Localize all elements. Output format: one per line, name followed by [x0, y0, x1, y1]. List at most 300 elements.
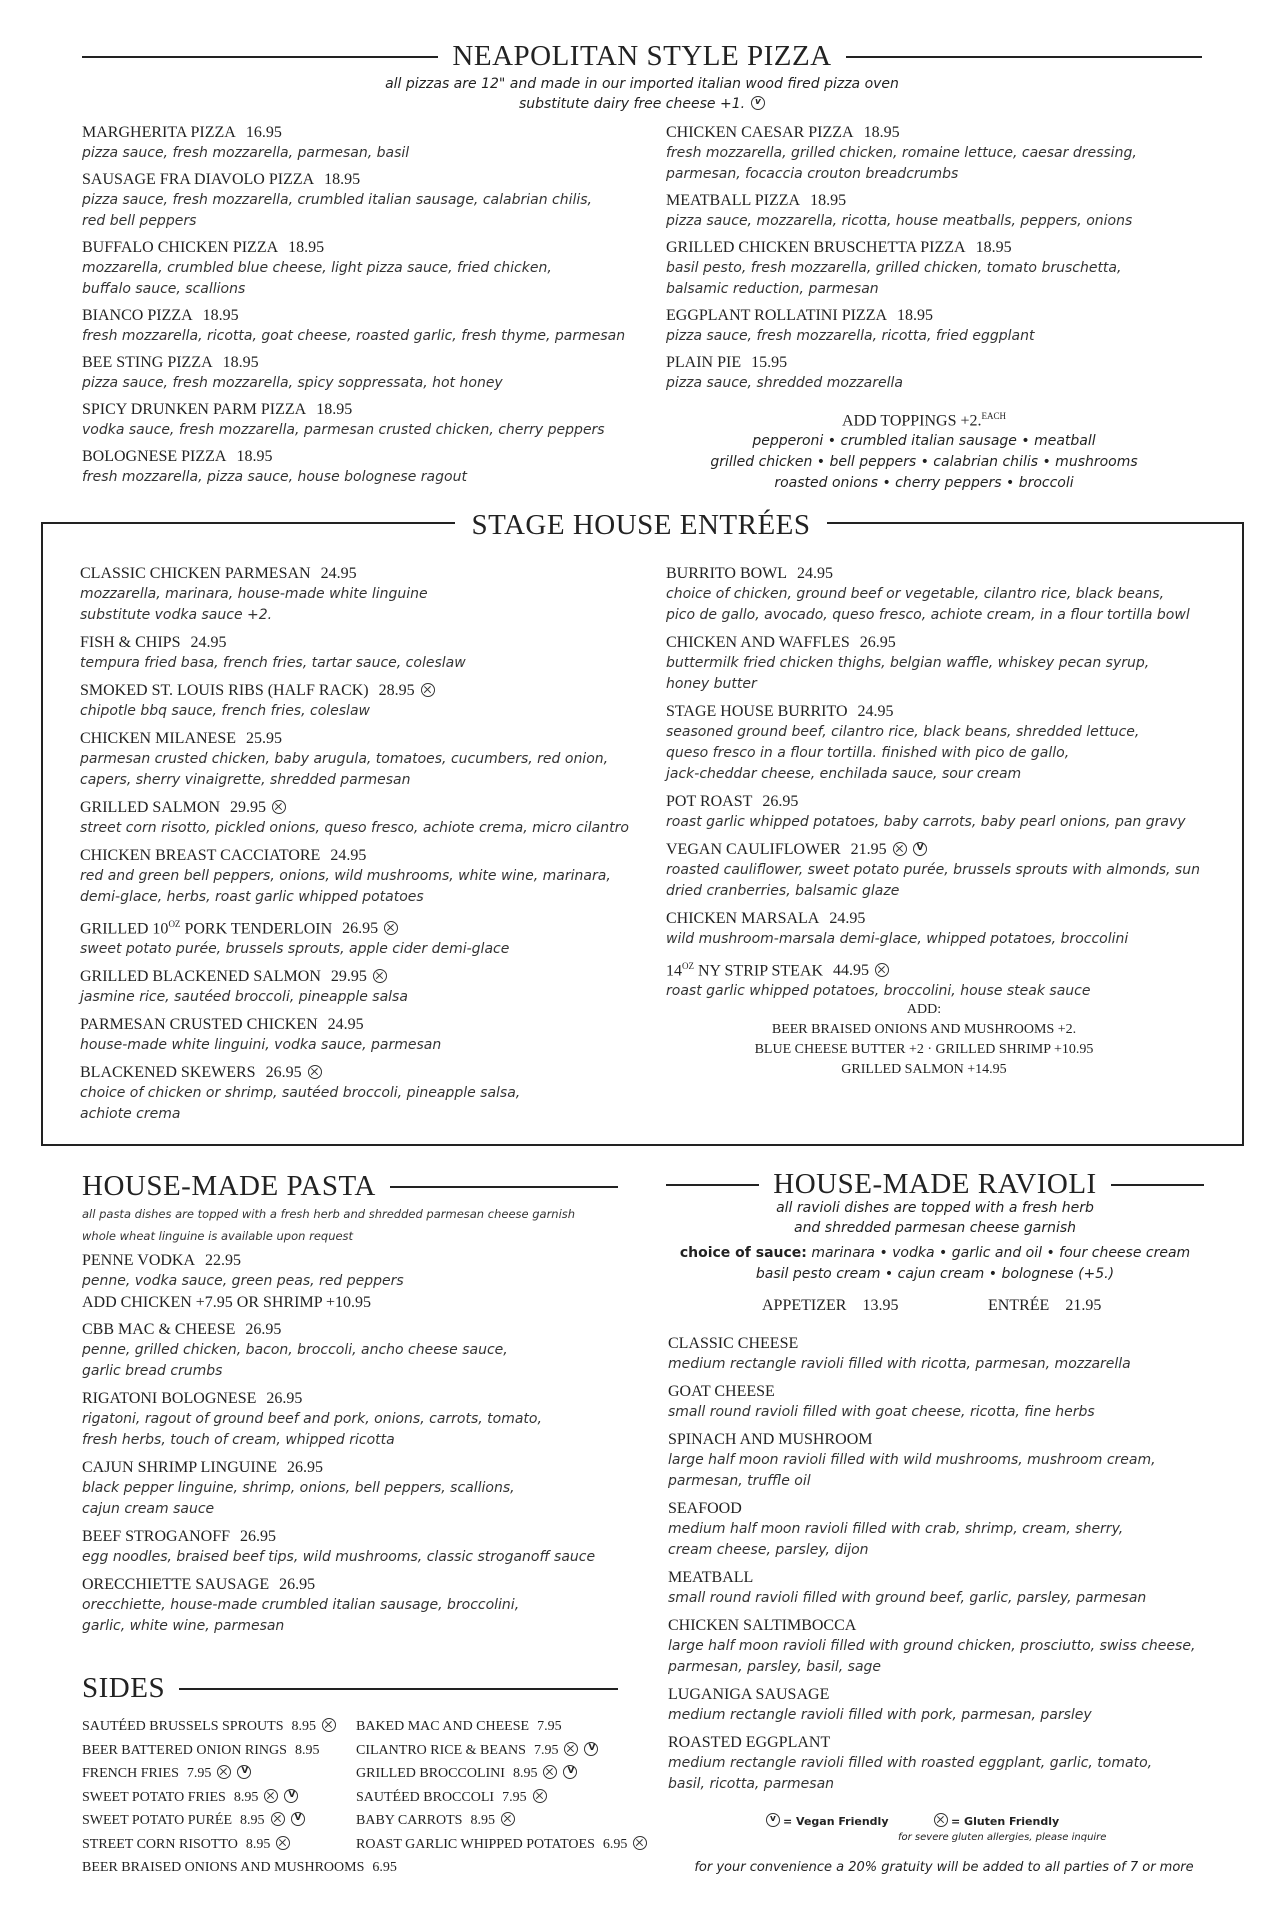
gluten-free-icon	[934, 1813, 948, 1827]
entree-list-left	[80, 563, 650, 1131]
divider	[390, 1186, 618, 1188]
vegan-icon	[284, 1789, 298, 1803]
menu-item	[80, 728, 650, 791]
side-price: 6.95	[602, 1836, 628, 1852]
item-name-text: BURRITO BOWL	[666, 565, 788, 582]
item-name-text: CAJUN SHRIMP LINGUINE	[82, 1459, 277, 1476]
side-name: STREET CORN RISOTTO	[82, 1836, 238, 1852]
sides-heading	[82, 1672, 618, 1705]
item-description: street corn risotto, pickled onions, queso fresco, achiote crema, micro cilantro	[80, 820, 629, 836]
item-name-text: SAUSAGE FRA DIAVOLO PIZZA	[82, 171, 315, 188]
side-price: 6.95	[372, 1860, 397, 1875]
side-item	[82, 1786, 372, 1810]
item-name	[666, 563, 1236, 584]
menu-item	[666, 701, 1236, 785]
item-description: small round ravioli filled with ground beef, garlic, parsley, parmesan	[668, 1590, 1147, 1606]
item-description: mozzarella, crumbled blue cheese, light pizza sauce, fried chicken,	[82, 260, 552, 276]
item-name-text: PORK TENDERLOIN	[180, 920, 333, 938]
item-description: fresh mozzarella, grilled chicken, romaine lettuce, caesar dressing,	[666, 145, 1137, 161]
item-name-text: BEE STING PIZZA	[82, 354, 213, 371]
sauce-choices	[666, 1243, 1204, 1285]
sides-list-left	[82, 1715, 397, 1880]
item-name-text: MEATBALL PIZZA	[666, 192, 801, 209]
menu-item	[82, 122, 642, 164]
item-name-text: PLAIN PIE	[666, 354, 742, 371]
side-name: SAUTÉED BRUSSELS SPROUTS	[82, 1719, 284, 1734]
item-description: buttermilk fried chicken thighs, belgian waffle, whiskey pecan syrup,	[666, 655, 1150, 671]
menu-item	[666, 839, 1236, 902]
item-description: basil, ricotta, parmesan	[668, 1776, 835, 1792]
entree-list-right	[666, 563, 1236, 1008]
item-price: 28.95	[378, 682, 415, 699]
item-name	[80, 728, 650, 749]
item-description: roasted cauliflower, sweet potato purée, brussels sprouts with almonds, sun	[666, 862, 1200, 878]
item-name-text: STAGE HOUSE BURRITO	[666, 703, 848, 720]
item-name-text: BIANCO PIZZA	[82, 307, 193, 324]
item-name	[666, 237, 1226, 258]
menu-item	[82, 1250, 642, 1313]
item-name-text: CHICKEN MILANESE	[80, 730, 236, 747]
side-name: BAKED MAC AND CHEESE	[356, 1719, 530, 1734]
item-price: 24.95	[829, 910, 866, 927]
item-description: rigatoni, ragout of ground beef and pork, onions, carrots, tomato,	[82, 1411, 542, 1427]
item-name-text: BLACKENED SKEWERS	[80, 1064, 256, 1082]
item-name-text: CLASSIC CHEESE	[668, 1335, 799, 1352]
menu-item	[82, 352, 642, 394]
item-name	[80, 914, 650, 939]
side-price: 7.95	[537, 1719, 562, 1734]
side-name: SWEET POTATO FRIES	[82, 1789, 226, 1805]
menu-item	[82, 237, 642, 300]
side-item	[82, 1739, 372, 1763]
item-name	[668, 1684, 1228, 1705]
item-name-text: POT ROAST	[666, 793, 753, 810]
item-description: honey butter	[666, 676, 757, 692]
pizza-sub-line-2-text: substitute dairy free cheese +1.	[518, 96, 746, 112]
legend-vegan-text: = Vegan Friendly	[783, 1815, 889, 1828]
vegan-icon	[913, 842, 927, 856]
ravioli-list	[668, 1333, 1228, 1801]
pizza-sub-line-2	[282, 94, 1002, 114]
item-price: 18.95	[897, 307, 934, 324]
legend-gluten-note: for severe gluten allergies, please inquire	[898, 1832, 1107, 1843]
item-name	[82, 169, 642, 190]
item-price: 24.95	[320, 565, 357, 582]
item-name-text: PARMESAN CRUSTED CHICKEN	[80, 1016, 318, 1034]
item-description: jasmine rice, sautéed broccoli, pineapple salsa	[80, 989, 408, 1006]
item-name-text: CHICKEN AND WAFFLES	[666, 634, 850, 651]
item-name-text: BEEF STROGANOFF	[82, 1528, 231, 1545]
item-price: 22.95	[205, 1252, 242, 1269]
side-price: 7.95	[502, 1789, 527, 1805]
menu-item	[80, 1062, 650, 1125]
item-price: 16.95	[245, 124, 282, 141]
side-item	[356, 1762, 656, 1786]
item-name-text: SEAFOOD	[668, 1500, 742, 1517]
item-name	[668, 1381, 1228, 1402]
toppings-each: EACH	[981, 411, 1007, 421]
item-name-text: BOLOGNESE PIZZA	[82, 448, 227, 465]
item-name	[80, 632, 650, 653]
item-description: egg noodles, braised beef tips, wild mushrooms, classic stroganoff sauce	[82, 1549, 596, 1565]
item-price: 21.95	[850, 841, 887, 858]
item-description: tempura fried basa, french fries, tartar sauce, coleslaw	[80, 655, 466, 671]
item-description: buffalo sauce, scallions	[82, 281, 246, 297]
item-name	[666, 791, 1236, 812]
menu-item	[666, 956, 1236, 1002]
menu-item	[82, 1388, 642, 1451]
item-name	[668, 1333, 1228, 1354]
item-price: 24.95	[330, 847, 367, 864]
item-name	[82, 1250, 642, 1271]
item-name	[668, 1498, 1228, 1519]
item-price: 18.95	[202, 307, 239, 324]
item-description: pico de gallo, avocado, queso fresco, achiote cream, in a flour tortilla bowl	[666, 607, 1190, 623]
item-price: 26.95	[240, 1528, 277, 1545]
item-name	[82, 1319, 642, 1340]
item-price: 29.95	[330, 968, 367, 986]
item-name-text: NY STRIP STEAK	[694, 962, 824, 980]
sauce-line-1-text: marinara • vodka • garlic and oil • four cheese cream	[806, 1245, 1191, 1261]
item-description: roast garlic whipped potatoes, broccolini, house steak sauce	[666, 983, 1091, 1000]
vegan-icon	[751, 96, 765, 110]
item-description: parmesan, parsley, basil, sage	[668, 1659, 882, 1675]
item-name-text: RIGATONI BOLOGNESE	[82, 1390, 257, 1407]
menu-item	[668, 1567, 1228, 1609]
appetizer-price: 13.95	[862, 1297, 899, 1314]
entrees-heading	[42, 509, 1240, 542]
menu-item	[80, 966, 650, 1008]
item-description: penne, grilled chicken, bacon, broccoli, ancho cheese sauce,	[82, 1342, 508, 1358]
item-name	[82, 1457, 642, 1478]
item-name-text: GRILLED BLACKENED SALMON	[80, 968, 321, 986]
item-name-sup: OZ	[682, 961, 694, 971]
divider	[179, 1688, 618, 1690]
divider	[82, 56, 438, 58]
gluten-free-icon	[533, 1789, 547, 1803]
side-name: BEER BRAISED ONIONS AND MUSHROOMS	[82, 1860, 365, 1875]
gluten-free-icon	[271, 1812, 285, 1826]
pasta-sub-line-2: whole wheat linguine is available upon request	[82, 1229, 354, 1243]
section-title-pizza: NEAPOLITAN STYLE PIZZA	[452, 40, 832, 72]
item-name-text: CHICKEN SALTIMBOCCA	[668, 1617, 857, 1634]
side-item	[356, 1809, 656, 1833]
gluten-free-icon	[543, 1765, 557, 1779]
entree-price: 21.95	[1065, 1297, 1102, 1314]
item-description: pizza sauce, fresh mozzarella, ricotta, fried eggplant	[666, 328, 1035, 344]
gluten-free-icon	[373, 969, 387, 983]
item-description: pizza sauce, fresh mozzarella, crumbled italian sausage, calabrian chilis,	[82, 192, 592, 208]
menu-item	[668, 1615, 1228, 1678]
item-name	[80, 797, 650, 818]
menu-item	[668, 1498, 1228, 1561]
side-name: FRENCH FRIES	[82, 1766, 179, 1781]
item-name	[82, 399, 642, 420]
entree-label: ENTRÉE	[988, 1297, 1050, 1314]
item-name	[666, 352, 1226, 373]
appetizer-price-row	[762, 1297, 898, 1315]
menu-item	[80, 845, 650, 908]
item-description: cream cheese, parsley, dijon	[668, 1542, 869, 1558]
item-name-text: FISH & CHIPS	[80, 634, 181, 651]
item-name	[80, 563, 650, 584]
menu-item	[82, 169, 642, 232]
item-description: mozzarella, marinara, house-made white linguine	[80, 586, 428, 602]
item-description: dried cranberries, balsamic glaze	[666, 883, 900, 899]
divider	[846, 56, 1202, 58]
side-name: CILANTRO RICE & BEANS	[356, 1742, 526, 1758]
item-price: 26.95	[859, 634, 896, 651]
gluten-free-icon	[217, 1765, 231, 1779]
item-name	[80, 1014, 650, 1035]
item-price: 18.95	[288, 239, 325, 256]
side-item	[82, 1809, 372, 1833]
item-description: parmesan, focaccia crouton breadcrumbs	[666, 166, 959, 182]
gratuity-note: for your convenience a 20% gratuity will be added to all parties of 7 or more	[694, 1860, 1194, 1875]
item-price: 26.95	[342, 920, 379, 938]
item-description: orecchiette, house-made crumbled italian sausage, broccolini,	[82, 1597, 520, 1613]
toppings-title-text: ADD TOPPINGS +2.	[841, 412, 982, 430]
item-description: garlic bread crumbs	[82, 1363, 223, 1379]
item-name-text: CHICKEN MARSALA	[666, 910, 820, 927]
item-description: queso fresco in a flour tortilla. finished with pico de gallo,	[666, 745, 1070, 761]
item-description: sweet potato purée, brussels sprouts, apple cider demi-glace	[80, 941, 510, 958]
add-title: ADD:	[906, 1002, 942, 1017]
section-title-entrees: STAGE HOUSE ENTRÉES	[471, 509, 811, 541]
side-name: BABY CARROTS	[356, 1813, 463, 1828]
item-name-text: GRILLED CHICKEN BRUSCHETTA PIZZA	[666, 239, 966, 256]
item-description: balsamic reduction, parmesan	[666, 281, 879, 297]
gluten-free-icon	[322, 1718, 336, 1732]
item-price: 44.95	[833, 962, 870, 980]
vegan-icon	[237, 1765, 251, 1779]
item-name-text: LUGANIGA SAUSAGE	[668, 1686, 830, 1703]
item-description: fresh herbs, touch of cream, whipped ricotta	[82, 1432, 395, 1448]
item-name	[666, 122, 1226, 143]
side-item	[82, 1715, 372, 1739]
side-item	[356, 1715, 656, 1739]
menu-item	[82, 1319, 642, 1382]
item-price: 15.95	[751, 354, 788, 371]
item-description: vodka sauce, fresh mozzarella, parmesan crusted chicken, cherry peppers	[82, 422, 605, 438]
side-name: ROAST GARLIC WHIPPED POTATOES	[356, 1836, 595, 1852]
legend-vegan	[766, 1813, 889, 1828]
item-description: large half moon ravioli filled with ground chicken, prosciutto, swiss cheese,	[668, 1638, 1196, 1654]
item-name	[82, 1574, 642, 1595]
side-item	[356, 1786, 656, 1810]
item-description: red and green bell peppers, onions, wild mushrooms, white wine, marinara,	[80, 868, 611, 884]
pasta-subtitle	[82, 1203, 642, 1247]
menu-item	[668, 1333, 1228, 1375]
item-name	[82, 1388, 642, 1409]
item-description: achiote crema	[80, 1106, 181, 1123]
add-line: BLUE CHEESE BUTTER +2 · GRILLED SHRIMP +10.95	[754, 1042, 1094, 1057]
item-name-text: ORECCHIETTE SAUSAGE	[82, 1576, 270, 1593]
item-description: basil pesto, fresh mozzarella, grilled chicken, tomato bruschetta,	[666, 260, 1122, 276]
toppings-line: pepperoni • crumbled italian sausage • meatball	[752, 433, 1096, 450]
item-price: 26.95	[286, 1459, 323, 1476]
item-price: 24.95	[190, 634, 227, 651]
side-price: 7.95	[533, 1742, 559, 1758]
item-name	[82, 305, 642, 326]
item-description: roast garlic whipped potatoes, baby carrots, baby pearl onions, pan gravy	[666, 814, 1186, 830]
toppings-line: grilled chicken • bell peppers • calabrian chilis • mushrooms	[710, 454, 1138, 471]
menu-item	[666, 908, 1236, 950]
menu-item	[82, 1457, 642, 1520]
menu-item	[82, 446, 642, 488]
item-price: 18.95	[316, 401, 353, 418]
add-line: GRILLED SALMON +14.95	[841, 1062, 1007, 1077]
item-name-text: BUFFALO CHICKEN PIZZA	[82, 239, 279, 256]
side-name: SAUTÉED BROCCOLI	[356, 1789, 495, 1805]
sauce-line-2: basil pesto cream • cajun cream • bolognese (+5.)	[755, 1266, 1115, 1282]
item-name-sup: OZ	[168, 919, 181, 929]
item-price: 29.95	[230, 799, 266, 816]
side-price: 8.95	[512, 1766, 538, 1781]
add-line: BEER BRAISED ONIONS AND MUSHROOMS +2.	[771, 1022, 1077, 1037]
menu-item	[668, 1381, 1228, 1423]
item-price: 18.95	[810, 192, 847, 209]
item-name	[82, 237, 642, 258]
item-name	[668, 1429, 1228, 1450]
item-name-text: CBB MAC & CHEESE	[82, 1321, 236, 1338]
sauce-label: choice of sauce:	[679, 1245, 807, 1261]
gluten-free-icon	[421, 683, 435, 697]
section-title-pasta: HOUSE-MADE PASTA	[82, 1170, 376, 1202]
menu-item	[82, 1526, 642, 1568]
item-name	[666, 839, 1236, 860]
item-name-text: EGGPLANT ROLLATINI PIZZA	[666, 307, 888, 324]
menu-item	[82, 1574, 642, 1637]
pasta-list	[82, 1250, 642, 1643]
menu-item	[80, 563, 650, 626]
side-item	[356, 1833, 656, 1857]
item-description: jack-cheddar cheese, enchilada sauce, sour cream	[666, 766, 1022, 782]
menu-item	[80, 797, 650, 839]
sides-list-right	[356, 1715, 656, 1856]
toppings-block	[666, 406, 1182, 494]
item-description: large half moon ravioli filled with wild mushrooms, mushroom cream,	[668, 1452, 1156, 1468]
side-price: 8.95	[245, 1836, 271, 1852]
item-name	[80, 845, 650, 866]
menu-item	[80, 1014, 650, 1056]
item-description: wild mushroom-marsala demi-glace, whipped potatoes, broccolini	[666, 931, 1129, 947]
side-name: BEER BATTERED ONION RINGS	[82, 1742, 287, 1758]
side-price: 8.95	[294, 1742, 320, 1758]
item-description: chipotle bbq sauce, french fries, coleslaw	[80, 703, 370, 719]
item-price: 26.95	[245, 1321, 282, 1338]
gluten-free-icon	[276, 1836, 290, 1850]
item-name-text: ROASTED EGGPLANT	[668, 1734, 831, 1751]
section-title-sides: SIDES	[82, 1672, 166, 1704]
item-price: 24.95	[857, 703, 894, 720]
item-price: 24.95	[327, 1016, 364, 1034]
item-name-text: CHICKEN BREAST CACCIATORE	[80, 847, 321, 864]
item-price: 18.95	[863, 124, 900, 141]
item-description: fresh mozzarella, pizza sauce, house bolognese ragout	[82, 469, 467, 485]
item-description: garlic, white wine, parmesan	[82, 1618, 285, 1634]
item-description: choice of chicken, ground beef or vegetable, cilantro rice, black beans,	[666, 586, 1165, 602]
entree-price-row	[988, 1297, 1101, 1315]
side-price: 8.95	[291, 1719, 316, 1734]
item-price: 18.95	[222, 354, 259, 371]
item-name-text: SPICY DRUNKEN PARM PIZZA	[82, 401, 307, 418]
side-item	[82, 1762, 372, 1786]
item-description: penne, vodka sauce, green peas, red peppers	[82, 1273, 404, 1289]
menu-item	[666, 237, 1226, 300]
item-price: 26.95	[762, 793, 799, 810]
item-name	[80, 966, 650, 987]
vegan-icon	[291, 1812, 305, 1826]
pizza-heading	[82, 40, 1202, 73]
side-price: 8.95	[233, 1789, 259, 1805]
entrees-title-wrap	[455, 509, 826, 542]
item-description: pizza sauce, shredded mozzarella	[666, 375, 903, 391]
item-name	[668, 1567, 1228, 1588]
gluten-free-icon	[633, 1836, 647, 1850]
section-title-ravioli: HOUSE-MADE RAVIOLI	[773, 1168, 1097, 1200]
item-name	[666, 632, 1236, 653]
ravioli-sub-line-2: and shredded parmesan cheese garnish	[793, 1220, 1077, 1236]
item-name	[668, 1615, 1228, 1636]
vegan-icon	[563, 1765, 577, 1779]
item-description: medium rectangle ravioli filled with pork, parmesan, parsley	[668, 1707, 1092, 1723]
pasta-heading	[82, 1170, 618, 1203]
gluten-free-icon	[384, 921, 398, 935]
item-name	[666, 305, 1226, 326]
gluten-free-icon	[501, 1812, 515, 1826]
side-item	[82, 1833, 372, 1857]
menu-item	[80, 680, 650, 722]
item-name-text: PENNE VODKA	[82, 1252, 196, 1269]
item-description: medium rectangle ravioli filled with roasted eggplant, garlic, tomato,	[668, 1755, 1153, 1771]
divider	[666, 1184, 759, 1186]
menu-item	[666, 352, 1226, 394]
item-description: cajun cream sauce	[82, 1501, 215, 1517]
menu-item	[666, 632, 1236, 695]
side-price: 8.95	[470, 1813, 495, 1828]
item-name-text: GOAT CHEESE	[668, 1383, 775, 1400]
item-name	[666, 908, 1236, 929]
gluten-free-icon	[564, 1742, 578, 1756]
side-item	[82, 1856, 397, 1880]
item-description: seasoned ground beef, cilantro rice, black beans, shredded lettuce,	[666, 724, 1140, 740]
item-name	[82, 446, 642, 467]
sauce-line-1	[666, 1243, 1204, 1264]
item-description: black pepper linguine, shrimp, onions, bell peppers, scallions,	[82, 1480, 515, 1496]
item-name-text: SMOKED ST. LOUIS RIBS (HALF RACK)	[80, 682, 369, 699]
menu-item	[82, 399, 642, 441]
ravioli-heading	[666, 1168, 1204, 1201]
item-price: 18.95	[975, 239, 1012, 256]
item-name-text: SPINACH AND MUSHROOM	[668, 1431, 873, 1448]
pasta-sub-line-1: all pasta dishes are topped with a fresh herb and shredded parmesan cheese garnish	[82, 1207, 576, 1221]
item-price: 18.95	[236, 448, 273, 465]
menu-item	[666, 190, 1226, 232]
appetizer-label: APPETIZER	[762, 1297, 847, 1314]
menu-item	[666, 563, 1236, 626]
toppings-line: roasted onions • cherry peppers • broccoli	[774, 475, 1074, 492]
toppings-title	[666, 406, 1182, 431]
item-name-text: CHICKEN CAESAR PIZZA	[666, 124, 854, 141]
legend-gluten-text: = Gluten Friendly	[951, 1815, 1060, 1828]
item-description: pizza sauce, fresh mozzarella, spicy soppressata, hot honey	[82, 375, 503, 391]
item-price: 18.95	[324, 171, 361, 188]
item-name-text: GRILLED 10	[80, 920, 169, 938]
item-name	[82, 1526, 642, 1547]
menu-item	[668, 1684, 1228, 1726]
item-description: capers, sherry vinaigrette, shredded parmesan	[80, 772, 411, 788]
